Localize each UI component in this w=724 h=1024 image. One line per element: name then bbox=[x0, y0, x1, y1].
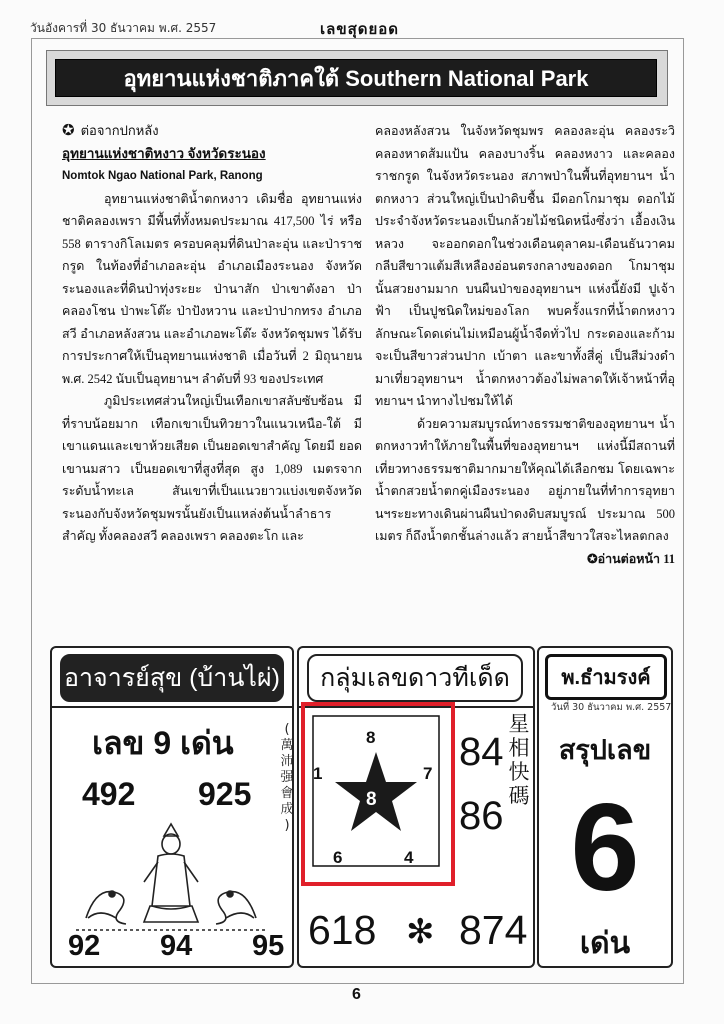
paragraph-2: ภูมิประเทศส่วนใหญ่เป็นเทือกเขาสลับซับซ้อน มีที่ราบน้อยมาก เทือกเขาเป็นทิวยาวในแนวเหนือ-ใต้ มีเขาแดนและเขาห้วยเสียด เป็นยอดเขาสำคัญ โดยมี ยอดเขานมสาว เป็นยอดเขาที่สูงที่สุด สูง 1,089 เมตรจากระดับน้ำทะเล สันเขาที่เป็นแนวยาวแบ่งเขตจังหวัดระนองกับจังหวัดชุมพรนั้นยังเป็นแหล่งต้นน้ำลำธารสำคัญ ทั้งคลองสวี คลองเพรา คลองตะโก และ bbox=[62, 394, 362, 543]
page-number: 6 bbox=[352, 986, 361, 1003]
box1-chinese-text: ( 萬 沛 强 會 成 ) bbox=[280, 722, 294, 833]
continued-text: อ่านต่อหน้า 11 bbox=[597, 551, 675, 566]
subtitle-english: Nomtok Ngao National Park, Ranong bbox=[62, 170, 263, 182]
highlight-frame bbox=[301, 702, 455, 886]
box3-summary-label: สรุปเลข bbox=[558, 735, 652, 765]
masthead: เลขสุดยอด bbox=[320, 20, 400, 38]
box3-title: พ.ธำมรงค์ bbox=[545, 654, 667, 700]
star-top-digit: 8 bbox=[366, 728, 376, 747]
asterisk-icon: ✻ bbox=[406, 913, 435, 951]
box1-lead: เลข 9 เด่น bbox=[92, 725, 234, 761]
ajarn-suk-box bbox=[50, 646, 294, 968]
article-column-left bbox=[62, 120, 362, 548]
star-bullet-icon: ✪ bbox=[62, 123, 75, 139]
box1-bottom-1: 92 bbox=[68, 930, 101, 962]
divider bbox=[52, 706, 292, 708]
subtitle-thai: อุทยานแห่งชาติหงาว จังหวัดระนอง bbox=[62, 145, 266, 161]
box1-bottom-3: 95 bbox=[252, 930, 285, 962]
box2-chinese-text: 星 相 快 碼 bbox=[508, 712, 530, 808]
deity-naga-illustration-icon bbox=[66, 818, 276, 936]
kicker bbox=[62, 120, 362, 143]
box1-pair-right: 925 bbox=[198, 776, 252, 812]
box1-bottom-2: 94 bbox=[160, 930, 193, 962]
box2-number-a: 84 bbox=[459, 730, 504, 774]
box1-pair-left: 492 bbox=[82, 776, 136, 812]
issue-date: วันอังคารที่ 30 ธันวาคม พ.ศ. 2557 bbox=[30, 21, 217, 35]
article-title: อุทยานแห่งชาติภาคใต้ Southern National Park bbox=[123, 65, 589, 91]
title-banner bbox=[46, 50, 668, 106]
title-bar bbox=[55, 59, 657, 97]
box2-bottom-right: 874 bbox=[459, 907, 528, 953]
paragraph-1: อุทยานแห่งชาติน้ำตกหงาว เดิมชื่อ อุทยานแห่งชาติคลองเพรา มีพื้นที่ทั้งหมดประมาณ 417,500 ไร่ หรือ 558 ตารางกิโลเมตร ครอบคลุมที่ดินป่าละอุ่น และป่าราชกรูด ในท้องที่อำเภอละอุ่น อำเภอเมืองระนอง จังหวัดระนองและที่ดินป่าทุ่งระยะ ป่านาสัก ป่าเขาตังอา ป่าคลองโชน ป่าพะโต๊ะ ป่าปังหวาน และป่าปากทรง อำเภอสวี อำเภอหลังสวน และอำเภอพะโต๊ะ จังหวัดชุมพร ได้รับการประกาศให้เป็นอุทยานแห่งชาติ เมื่อวันที่ 2 มิถุนายน พ.ศ. 2542 นับเป็นอุทยานฯ ลำดับที่ 93 ของประเทศ bbox=[62, 191, 362, 386]
box2-number-b: 86 bbox=[459, 794, 504, 838]
paragraph-4: ด้วยความสมบูรณ์ทางธรรมชาติของอุทยานฯ น้ำตกหงาวทำให้ภายในพื้นที่ของอุทยานฯ แห่งนี้มีสถานที่เที่ยวทางธรรมชาติมากมายให้คุณได้เลือกชม โดยเฉพาะน้ำตกสวยน้ำตกคู่เมืองระนอง อยู่ภายในที่ทำการอุทยานฯระยะทางเดินผ่านผืนป่าดงดิบสมบูรณ์ ประมาณ 500 เมตร ก็ถึงน้ำตกชั้นล่างแล้ว สายน้ำสีขาวใสจะไหลตกลง bbox=[375, 416, 675, 543]
box1-title: อาจารย์สุข (บ้านไผ่) bbox=[60, 654, 284, 702]
star-left-digit: 1 bbox=[313, 764, 323, 783]
star-bottom-right-digit: 4 bbox=[404, 848, 414, 867]
box2-bottom-left: 618 bbox=[308, 907, 377, 953]
box3-big-number: 6 bbox=[570, 779, 640, 917]
continued-line bbox=[375, 548, 675, 571]
kicker-text: ต่อจากปกหลัง bbox=[80, 123, 159, 138]
box2-title: กลุ่มเลขดาวทีเด็ด bbox=[307, 654, 523, 702]
star-bottom-left-digit: 6 bbox=[333, 848, 343, 867]
star-right-digit: 7 bbox=[423, 764, 433, 783]
continued-note[interactable] bbox=[587, 548, 675, 571]
article-column-right bbox=[375, 120, 675, 570]
star-bullet-icon: ✪ bbox=[587, 551, 598, 566]
star-center-digit: 8 bbox=[366, 789, 377, 810]
summary-box bbox=[537, 646, 673, 968]
paragraph-3: คลองหลังสวน ในจังหวัดชุมพร คลองละอุ่น คลองระวิ คลองหาดส้มแป้น คลองบางริ้น คลองหงาว และคลองราชกรูด ในจังหวัดระนอง สภาพป่าในพื้นที่อุทยานฯ น้ำตกหงาว ส่วนใหญ่เป็นป่าดิบชื้น มีดอกโกมาชุม ดอกไม้ประจำจังหวัดระนองเป็นกล้วยไม้ชนิดหนึ่งซึ่งว่า เอื้องเงินหลวง จะออกดอกในช่วงเดือนตุลาคม-เดือนธันวาคม กลีบสีขาวแต้มสีเหลืองอ่อนตรงกลางของดอก โกมาชุมนั้นสวยงามมาก บนผืนป่าของอุทยานฯ แห่งนี้ยังมี ปูเจ้าฟ้า เป็นปูชนิดใหม่ของโลก พบครั้งแรกที่น้ำตกหงาว ลักษณะโดดเด่นไม่เหมือนผู้น้ำจืดทั่วไป กระดองและก้ามจะเป็นสีขาวส่วนปาก เบ้าตา และขาทั้งสี่คู่ เป็นสีม่วงดำ มาเที่ยวอุทยานฯ น้ำตกหงาวต้องไม่พลาดให้เจ้าหน้าที่อุทยานฯ นำทางไปชมให้ได้ bbox=[375, 124, 675, 408]
box3-suffix: เด่น bbox=[579, 927, 631, 960]
box3-date: วันที่ 30 ธันวาคม พ.ศ. 2557 bbox=[551, 702, 672, 713]
